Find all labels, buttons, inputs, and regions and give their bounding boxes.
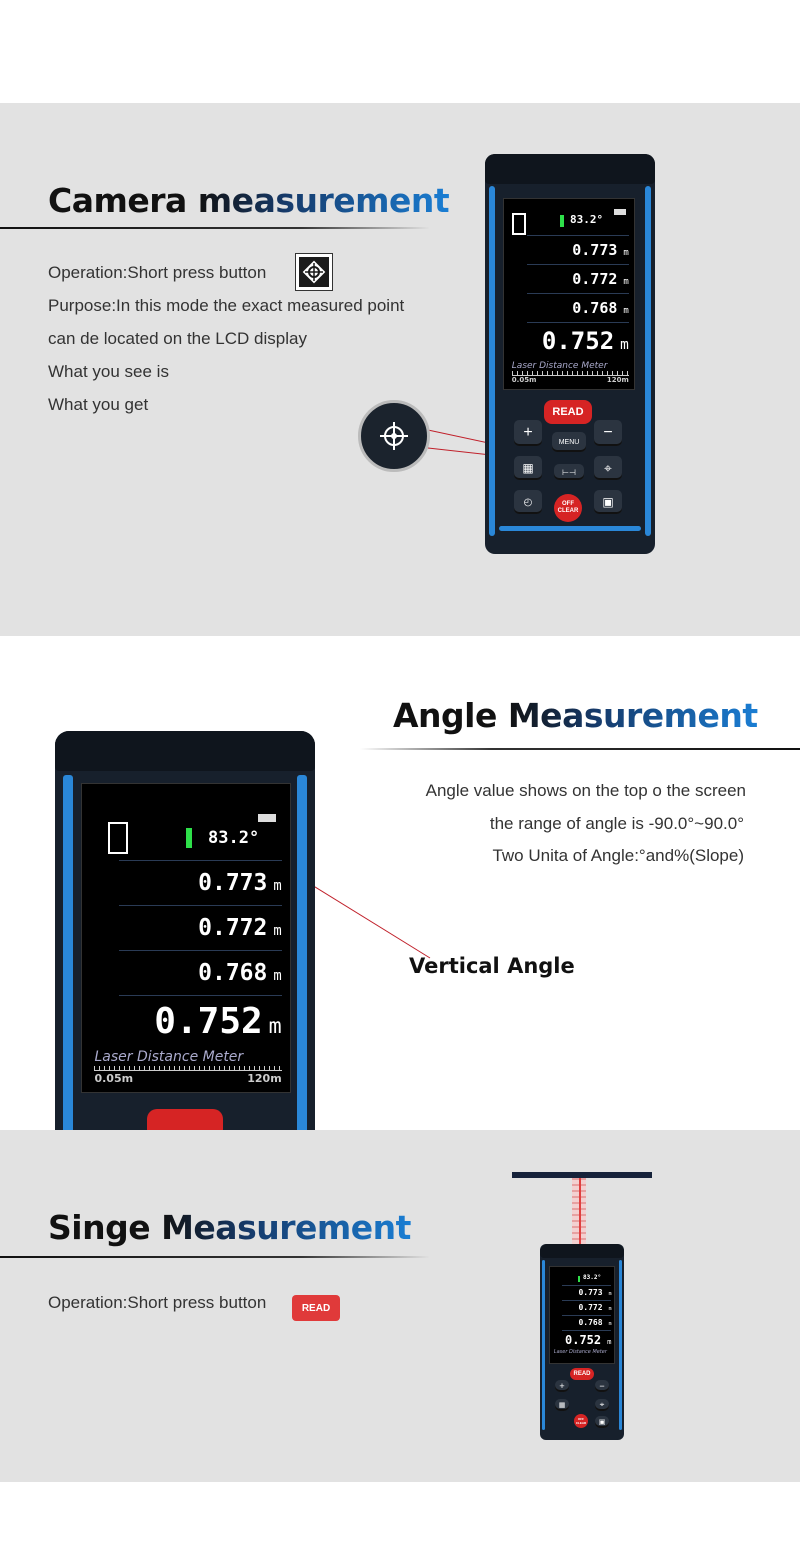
lcd-row-3: 0.768 m: [527, 293, 628, 322]
lcd-main-reading: 0.752 m: [527, 322, 628, 359]
lcd-row-3: 0.768 m: [119, 950, 281, 995]
read-button-top: [147, 1109, 223, 1131]
timer-button[interactable]: ◴: [514, 490, 542, 514]
angle-section: [0, 636, 800, 1130]
lcd-brand: Laser Distance Meter: [94, 1049, 244, 1065]
lcd-angle: 83.2°: [570, 213, 604, 226]
single-section: [0, 1130, 800, 1482]
angle-line-1: Angle value shows on the top o the screen: [425, 781, 746, 800]
battery-icon: [614, 209, 626, 215]
grid-button[interactable]: ▦: [514, 456, 542, 480]
mode-icon: [108, 822, 128, 854]
grid-button[interactable]: ▦: [555, 1399, 569, 1411]
mode-icon: [512, 213, 526, 235]
lcd-screen-large: [81, 783, 291, 1093]
lcd-row-2: 0.772 m: [119, 905, 281, 950]
minus-button[interactable]: −: [594, 420, 622, 446]
plus-button[interactable]: +: [514, 420, 542, 446]
lcd-main-reading: 0.752 m: [119, 995, 281, 1048]
save-button[interactable]: ▣: [594, 490, 622, 514]
crosshair-icon: [374, 416, 414, 456]
save-button[interactable]: ▣: [595, 1416, 609, 1428]
camera-line-5: What you get: [48, 395, 149, 414]
off-clear-button[interactable]: OFF CLEAR: [554, 494, 582, 522]
minus-button[interactable]: −: [595, 1380, 609, 1392]
camera-line-1: Operation:Short press button: [48, 263, 267, 282]
lcd-row-1: 0.773 m: [119, 860, 281, 905]
off-clear-button[interactable]: OFF CLEAR: [574, 1414, 588, 1428]
single-title-rule: [0, 1256, 430, 1258]
laser-meter-device: [485, 154, 655, 554]
angle-line-3: Two Unita of Angle:°and%(Slope): [492, 846, 744, 865]
laser-meter-small: [540, 1244, 624, 1440]
camera-crosshair-button[interactable]: ⌖: [594, 456, 622, 480]
lcd-scale: 0.05m 120m: [94, 1072, 282, 1085]
lcd-brand: Laser Distance Meter: [511, 361, 608, 371]
vertical-angle-label: Vertical Angle: [409, 954, 575, 978]
laser-beam: [579, 1178, 581, 1246]
lcd-scale: 0.05m 120m: [511, 376, 629, 384]
camera-line-2: Purpose:In this mode the exact measured point: [48, 296, 405, 315]
battery-icon: [258, 814, 276, 822]
laser-meter-closeup: [55, 731, 315, 1131]
callout-lines: [0, 103, 800, 636]
lcd-angle: 83.2°: [208, 828, 260, 848]
camera-title: Camera measurement: [48, 181, 450, 220]
camera-crosshair-button[interactable]: ⌖: [595, 1399, 609, 1411]
lcd-screen: [503, 198, 635, 390]
level-indicator: [560, 215, 564, 227]
read-button-icon: READ: [292, 1295, 340, 1321]
plus-button[interactable]: +: [555, 1380, 569, 1392]
lcd-screen-small: 83.2° 0.773 m 0.772 m 0.768 m 0.752 m Laser Distance Meter: [549, 1266, 615, 1364]
angle-title: Angle Measurement: [393, 696, 758, 735]
single-title: Singe Measurement: [48, 1208, 411, 1247]
camera-button-callout: [358, 400, 430, 472]
read-button[interactable]: READ: [544, 400, 592, 424]
camera-line-4: What you see is: [48, 362, 169, 381]
measure-button[interactable]: ⊢⊣: [554, 464, 584, 480]
menu-button[interactable]: MENU: [552, 432, 586, 452]
read-button[interactable]: READ: [570, 1368, 594, 1380]
lcd-row-1: 0.773 m: [527, 235, 628, 264]
angle-line-2: the range of angle is -90.0°~90.0°: [489, 814, 744, 833]
single-line: Operation:Short press button: [48, 1293, 267, 1312]
camera-line-3: can de located on the LCD display: [48, 329, 307, 348]
level-indicator: [186, 828, 192, 848]
camera-section: [0, 103, 800, 636]
lcd-row-2: 0.772 m: [527, 264, 628, 293]
